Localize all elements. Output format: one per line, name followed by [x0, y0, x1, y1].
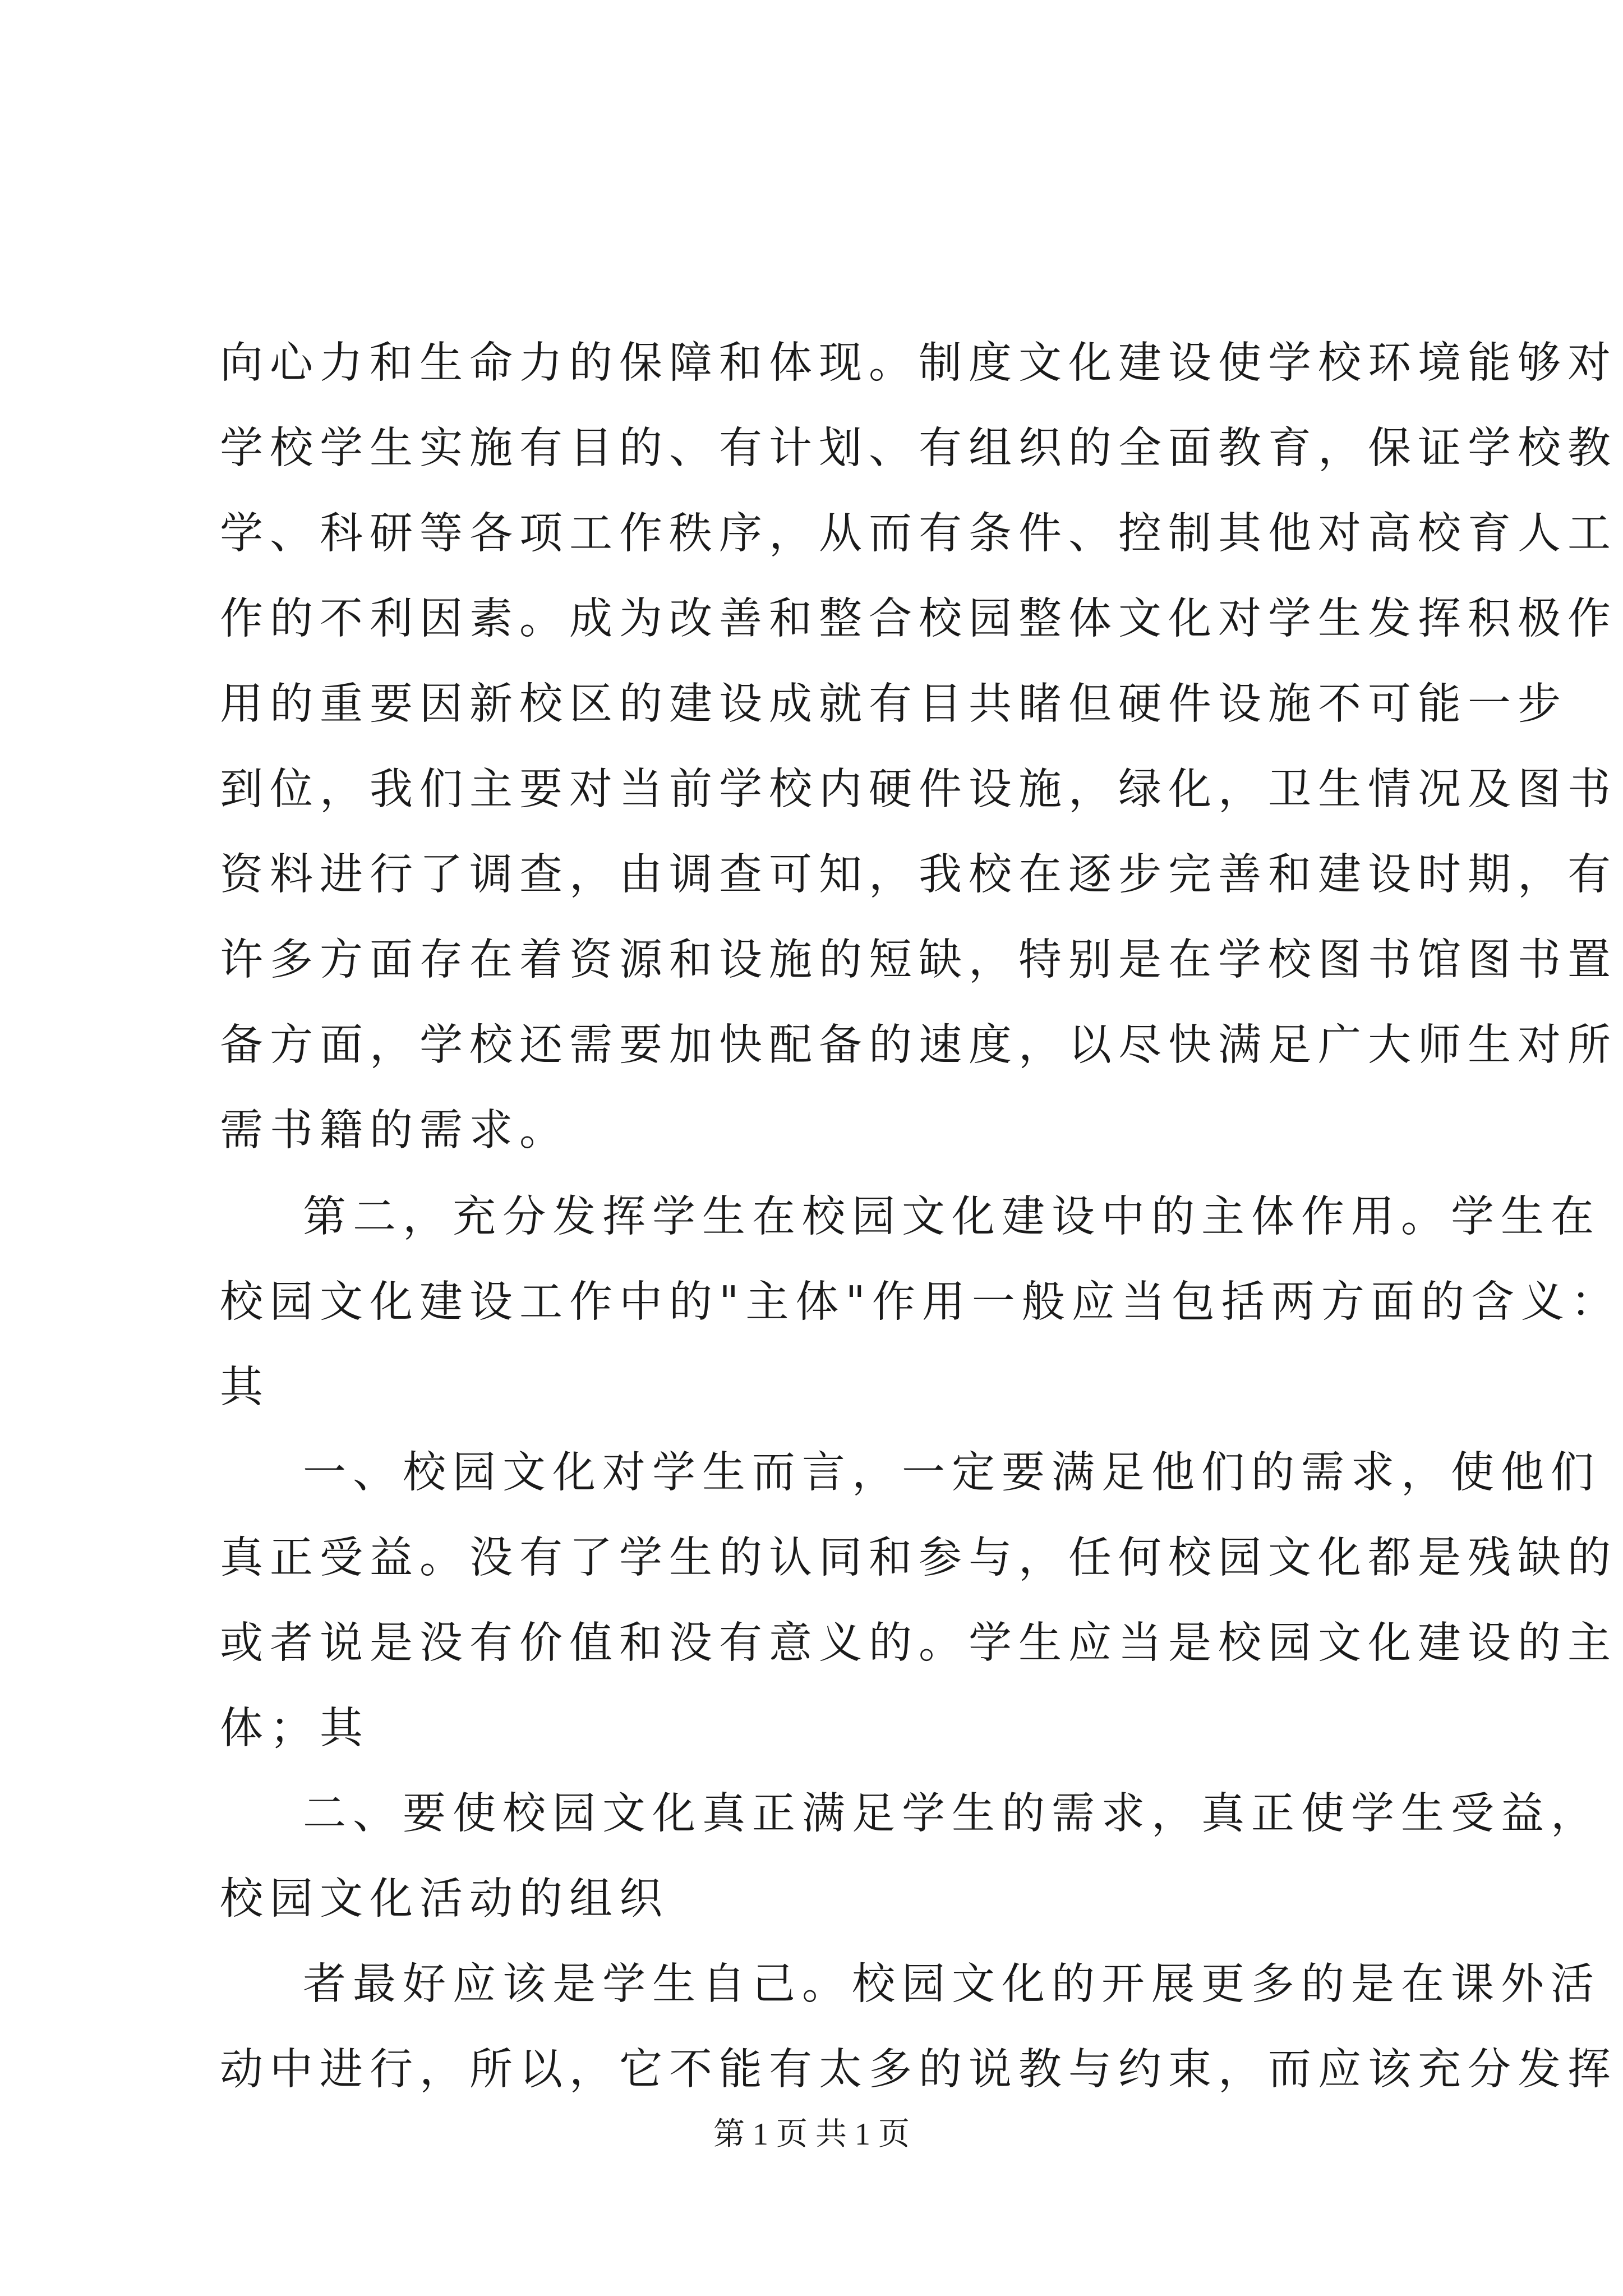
text-line: 作的不利因素。成为改善和整合校园整体文化对学生发挥积极作	[220, 594, 1617, 644]
text-line: 备方面，学校还需要加快配备的速度，以尽快满足广大师生对所	[220, 1020, 1617, 1070]
paragraph-start-line: 二、要使校园文化真正满足学生的需求，真正使学生受益，	[303, 1789, 1601, 1839]
text-line: 用的重要因新校区的建设成就有目共睹但硬件设施不可能一步	[220, 679, 1567, 729]
page-footer: 第 1 页 共 1 页	[713, 2117, 910, 2152]
text-line: 向心力和生命力的保障和体现。制度文化建设使学校环境能够对	[220, 338, 1617, 388]
paragraph-start-line: 者最好应该是学生自己。校园文化的开展更多的是在课外活	[303, 1959, 1601, 2009]
paragraph-start-line: 第二，充分发挥学生在校园文化建设中的主体作用。学生在	[303, 1192, 1601, 1242]
text-line: 其	[220, 1363, 270, 1412]
text-line: 资料进行了调查，由调查可知，我校在逐步完善和建设时期，有	[220, 850, 1617, 900]
text-line: 需书籍的需求。	[220, 1106, 569, 1156]
text-line: 或者说是没有价值和没有意义的。学生应当是校园文化建设的主	[220, 1618, 1617, 1668]
text-line: 学校学生实施有目的、有计划、有组织的全面教育，保证学校教	[220, 424, 1617, 473]
text-line: 动中进行，所以，它不能有太多的说教与约束，而应该充分发挥	[220, 2045, 1617, 2095]
text-line: 真正受益。没有了学生的认同和参与，任何校园文化都是残缺的	[220, 1533, 1617, 1583]
text-line: 到位，我们主要对当前学校内硬件设施，绿化，卫生情况及图书	[220, 765, 1617, 815]
text-line: 许多方面存在着资源和设施的短缺，特别是在学校图书馆图书置	[220, 935, 1617, 985]
text-line: 校园文化活动的组织	[220, 1874, 669, 1924]
text-line: 体；其	[220, 1704, 370, 1754]
text-line: 校园文化建设工作中的"主体"作用一般应当包括两方面的含义：	[220, 1277, 1621, 1327]
text-line: 学、科研等各项工作秩序，从而有条件、控制其他对高校育人工	[220, 509, 1617, 559]
paragraph-start-line: 一、校园文化对学生而言，一定要满足他们的需求，使他们	[303, 1448, 1601, 1498]
